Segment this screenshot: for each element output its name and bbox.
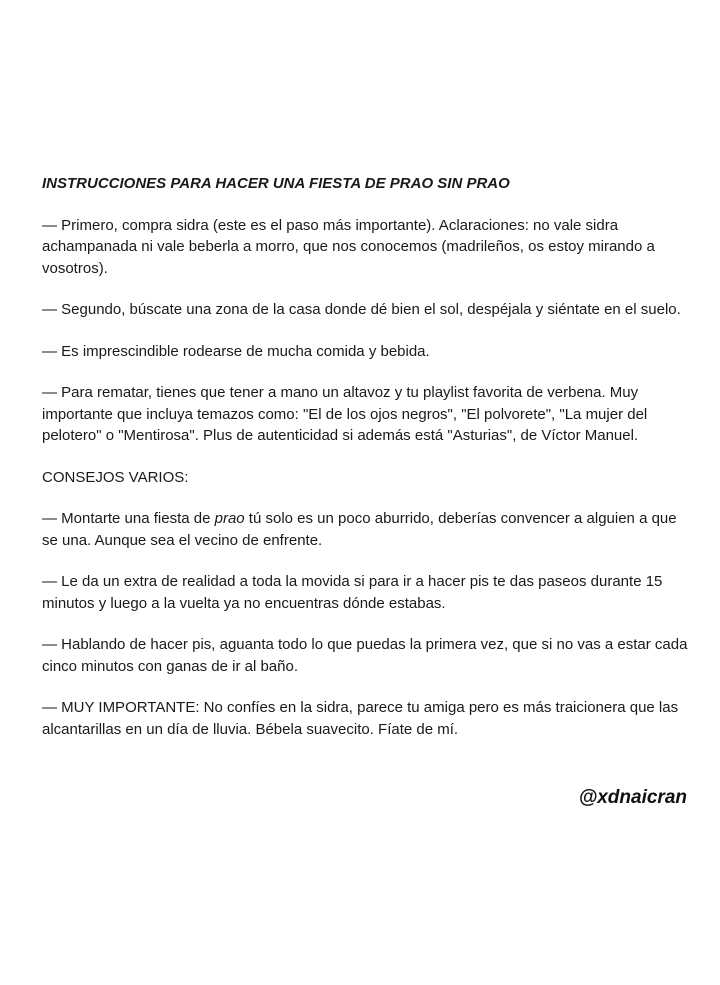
document-body xyxy=(42,173,694,760)
tip-1-text-before: — Montarte una fiesta de xyxy=(42,510,215,527)
instruction-step-1: — Primero, compra sidra (este es el paso más importante). Aclaraciones: no vale sidra achampanada ni vale beberla a morro, que nos conocemos (madrileños, os estoy mirando a vosotros). xyxy=(42,216,655,277)
instruction-step-4: — Para rematar, tienes que tener a mano un altavoz y tu playlist favorita de verbena. Muy importante que incluya temazos como: "El de los ojos negros", "El polvorete", "La mujer del pelotero" o "Mentirosa". Plus de autenticidad si además está "Asturias", de Víctor Manuel. xyxy=(42,384,648,444)
instruction-step-3: — Es imprescindible rodearse de mucha comida y bebida. xyxy=(42,342,430,360)
tip-1 xyxy=(42,508,694,551)
tip-1-italic-word: prao xyxy=(214,510,245,527)
tips-heading: CONSEJOS VARIOS: xyxy=(42,468,189,486)
document-title: INSTRUCCIONES PARA HACER UNA FIESTA DE PRAO SIN PRAO xyxy=(42,175,510,192)
tip-2: — Le da un extra de realidad a toda la movida si para ir a hacer pis te das paseos durante 15 minutos y luego a la vuelta ya no encuentras dónde estabas. xyxy=(42,573,663,612)
instruction-step-2: — Segundo, búscate una zona de la casa donde dé bien el sol, despéjala y siéntate en el suelo. xyxy=(42,301,681,318)
tip-1-text-after: tú solo es un poco aburrido, deberías convencer a alguien a que se una. Aunque sea el vecino de enfrente. xyxy=(42,510,677,549)
tip-4: — MUY IMPORTANTE: No confíes en la sidra, parece tu amiga pero es más traicionera que las alcantarillas en un día de lluvia. Bébela suavecito. Fíate de mí. xyxy=(42,699,679,738)
tip-3: — Hablando de hacer pis, aguanta todo lo que puedas la primera vez, que si no vas a estar cada cinco minutos con ganas de ir al baño. xyxy=(42,636,688,675)
author-handle: @xdnaicran xyxy=(578,787,687,808)
